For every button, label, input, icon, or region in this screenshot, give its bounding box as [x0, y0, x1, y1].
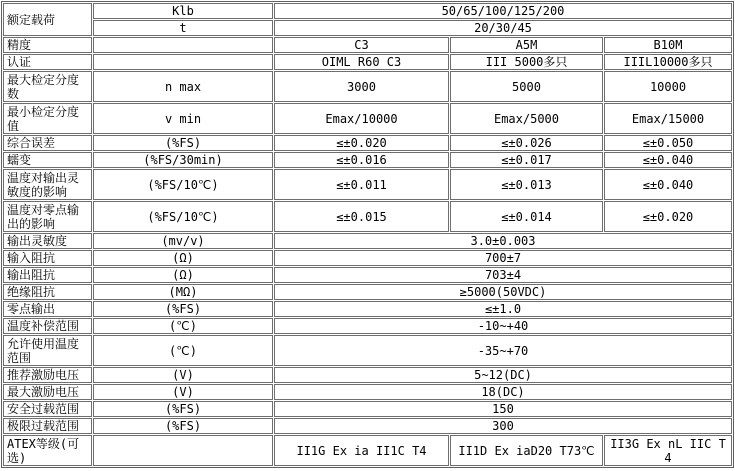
row-label-cell: 零点输出	[3, 301, 92, 317]
row-value-cell: ≤±0.040	[604, 169, 732, 200]
row-value-cell: -10~+40	[274, 318, 732, 334]
row-unit-cell: (Ω)	[93, 250, 273, 266]
row-value-cell: ≤±0.026	[450, 135, 603, 151]
row-value-cell: ≤±0.013	[450, 169, 603, 200]
row-label-cell: 蠕变	[3, 152, 92, 168]
row-value-cell: ≤±0.015	[274, 201, 449, 232]
row-unit-cell: (%FS/10℃)	[93, 201, 273, 232]
row-label-cell: 极限过载范围	[3, 418, 92, 434]
table-row	[3, 54, 732, 70]
table-row	[3, 169, 732, 200]
row-unit-cell: (V)	[93, 384, 273, 400]
table-row	[3, 152, 732, 168]
table-row	[3, 335, 732, 366]
row-value-cell: 700±7	[274, 250, 732, 266]
table-row	[3, 267, 732, 283]
row-value-cell: ≥5000(50VDC)	[274, 284, 732, 300]
row-value-cell: ≤±0.050	[604, 135, 732, 151]
table-row	[3, 103, 732, 134]
row-label-cell: 最小检定分度值	[3, 103, 92, 134]
row-unit-cell: (℃)	[93, 335, 273, 366]
row-value-cell: ≤±0.011	[274, 169, 449, 200]
row-unit-cell: v min	[93, 103, 273, 134]
row-label-cell: 温度对输出灵敏度的影响	[3, 169, 92, 200]
row-label-cell: 额定载荷	[3, 3, 92, 36]
table-row	[3, 3, 732, 19]
row-label-cell: 推荐激励电压	[3, 367, 92, 383]
row-value-cell: II1D Ex iaD20 T73℃	[450, 435, 603, 466]
row-value-cell: ≤±0.016	[274, 152, 449, 168]
table-row	[3, 71, 732, 102]
table-row	[3, 37, 732, 53]
table-row	[3, 435, 732, 466]
table-row	[3, 201, 732, 232]
row-unit-cell: (%FS)	[93, 301, 273, 317]
table-row	[3, 233, 732, 249]
row-label-cell: 温度补偿范围	[3, 318, 92, 334]
row-value-cell: ≤±0.020	[274, 135, 449, 151]
row-label-cell: 允许使用温度范围	[3, 335, 92, 366]
row-unit-cell: (V)	[93, 367, 273, 383]
table-row	[3, 301, 732, 317]
row-value-cell: 150	[274, 401, 732, 417]
table-row	[3, 318, 732, 334]
row-label-cell: 最大激励电压	[3, 384, 92, 400]
row-label-cell: 综合误差	[3, 135, 92, 151]
row-value-cell: IIIL10000多只	[604, 54, 732, 70]
row-label-cell: 安全过载范围	[3, 401, 92, 417]
row-unit-cell: (MΩ)	[93, 284, 273, 300]
row-label-cell: 输出灵敏度	[3, 233, 92, 249]
row-unit-cell	[93, 54, 273, 70]
row-value-cell: Emax/5000	[450, 103, 603, 134]
row-label-cell: 最大检定分度数	[3, 71, 92, 102]
table-row	[3, 418, 732, 434]
row-value-cell: OIML R60 C3	[274, 54, 449, 70]
row-value-cell: ≤±0.020	[604, 201, 732, 232]
row-label-cell: 输入阻抗	[3, 250, 92, 266]
row-label-cell: 精度	[3, 37, 92, 53]
row-value-cell: ≤±0.040	[604, 152, 732, 168]
row-value-cell: B10M	[604, 37, 732, 53]
row-value-cell: 300	[274, 418, 732, 434]
row-unit-cell: Klb	[93, 3, 273, 19]
table-row	[3, 401, 732, 417]
row-unit-cell: n max	[93, 71, 273, 102]
row-value-cell: 703±4	[274, 267, 732, 283]
row-label-cell: 绝缘阻抗	[3, 284, 92, 300]
row-value-cell: 5000	[450, 71, 603, 102]
table-row	[3, 250, 732, 266]
table-row	[3, 135, 732, 151]
row-value-cell: A5M	[450, 37, 603, 53]
row-value-cell: 5~12(DC)	[274, 367, 732, 383]
row-value-cell: 20/30/45	[274, 20, 732, 36]
row-value-cell: -35~+70	[274, 335, 732, 366]
table-row	[3, 284, 732, 300]
row-value-cell: ≤±0.017	[450, 152, 603, 168]
row-value-cell: Emax/15000	[604, 103, 732, 134]
table-row	[3, 367, 732, 383]
row-unit-cell	[93, 435, 273, 466]
row-value-cell: C3	[274, 37, 449, 53]
row-unit-cell: (℃)	[93, 318, 273, 334]
row-value-cell: 50/65/100/125/200	[274, 3, 732, 19]
row-value-cell: ≤±0.014	[450, 201, 603, 232]
row-unit-cell: (mv/v)	[93, 233, 273, 249]
table-row	[3, 384, 732, 400]
row-value-cell: ≤±1.0	[274, 301, 732, 317]
spec-table	[1, 1, 734, 468]
row-value-cell: 10000	[604, 71, 732, 102]
row-label-cell: ATEX等级(可选)	[3, 435, 92, 466]
row-value-cell: III 5000多只	[450, 54, 603, 70]
row-value-cell: II1G Ex ia II1C T4	[274, 435, 449, 466]
row-value-cell: 18(DC)	[274, 384, 732, 400]
row-label-cell: 温度对零点输出的影响	[3, 201, 92, 232]
row-value-cell: Emax/10000	[274, 103, 449, 134]
row-unit-cell: (%FS/10℃)	[93, 169, 273, 200]
row-unit-cell: (%FS)	[93, 401, 273, 417]
row-unit-cell: (%FS)	[93, 418, 273, 434]
row-unit-cell	[93, 37, 273, 53]
row-label-cell: 输出阻抗	[3, 267, 92, 283]
row-value-cell: 3000	[274, 71, 449, 102]
row-label-cell: 认证	[3, 54, 92, 70]
row-unit-cell: (Ω)	[93, 267, 273, 283]
row-unit-cell: t	[93, 20, 273, 36]
row-value-cell: II3G Ex nL IIC T4	[604, 435, 732, 466]
row-unit-cell: (%FS/30min)	[93, 152, 273, 168]
row-value-cell: 3.0±0.003	[274, 233, 732, 249]
table-row	[3, 20, 732, 36]
row-unit-cell: (%FS)	[93, 135, 273, 151]
